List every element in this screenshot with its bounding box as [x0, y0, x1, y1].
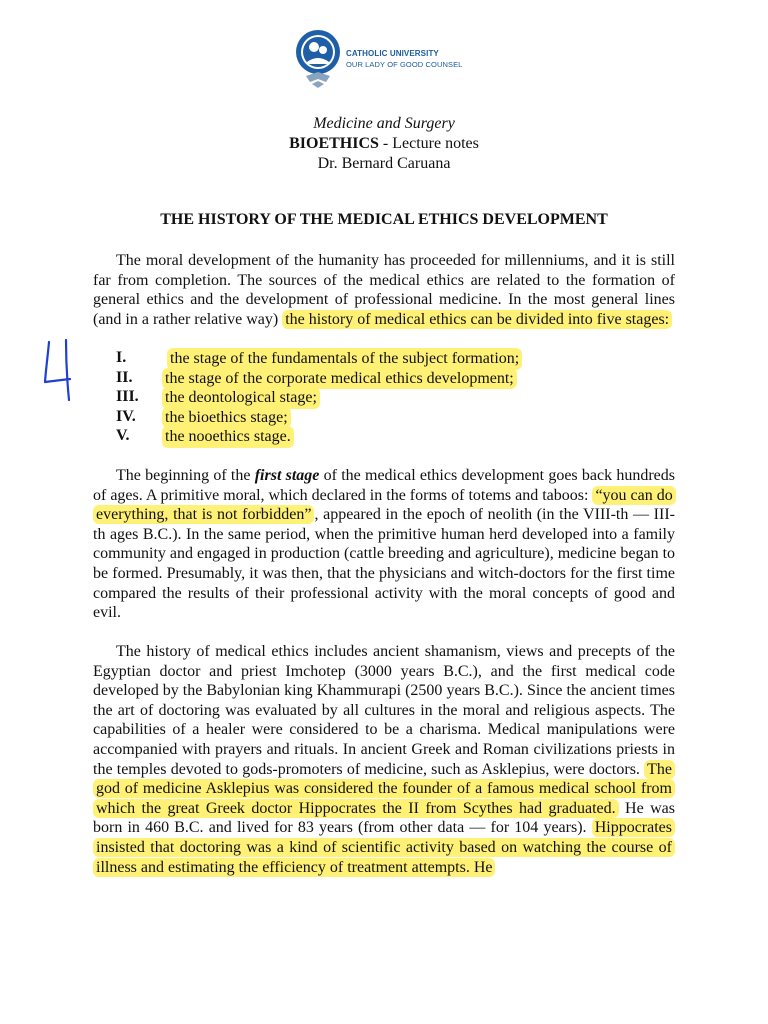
- highlighted-quote: “you can do everything, that is not forbidden”: [93, 486, 676, 525]
- paragraph-text: The history of medical ethics includes ancient shamanism, views and precepts of the Egyptian doctor and priest Imchotep (3000 years B.C.), and the first medical code developed by the Babylonian king Khammurapi (2500 years B.C.). Since the ancient times the art of doctoring was evaluated by all cultures in the moral and religious aspects. The capabilities of a healer were considered to be a charisma. Medical manipulations were accompanied with prayers and rituals. In ancient Greek and Roman civilizations priests in the temples devoted to gods-promoters of medicine, such as Asklepius, were doctors.: [93, 643, 675, 778]
- logo-line-2: OUR LADY OF GOOD COUNSEL: [346, 60, 463, 69]
- highlighted-text: the history of medical ethics can be divided into five stages:: [282, 310, 672, 329]
- lecturer-name: Dr. Bernard Caruana: [317, 155, 451, 172]
- stage-item: [116, 368, 616, 388]
- university-emblem-icon: [292, 28, 348, 92]
- stage-text: the bioethics stage;: [162, 407, 291, 429]
- stage-item: [116, 407, 616, 427]
- stage-text: the stage of the corporate medical ethics development;: [162, 368, 517, 390]
- stage-text: the stage of the fundamentals of the subject formation;: [167, 348, 522, 370]
- intro-paragraph: [93, 251, 675, 329]
- paragraph-text: of the medical ethics development goes back hundreds of ages. A primitive moral, which declared in the forms of totems and taboos:: [93, 467, 675, 504]
- course-name: Medicine and Surgery: [313, 115, 455, 132]
- handwritten-number-four: [40, 338, 82, 404]
- paragraph-text: , appeared in the epoch of neolith (in the VIII-th — III-th ages B.C.). In the same period, when the primitive human herd developed into a family community and engaged in production (cattle breeding and agriculture), medicine began to be formed. Presumably, it was then, that the physicians and witch-doctors for the first time compared the results of their professional activity with the moral concepts of good and evil.: [93, 506, 676, 622]
- logo-line-1: CATHOLIC UNIVERSITY: [346, 49, 439, 58]
- first-stage-paragraph: [93, 466, 675, 623]
- document-title: THE HISTORY OF THE MEDICAL ETHICS DEVELOPMENT: [160, 211, 608, 228]
- stage-item: [116, 426, 616, 446]
- stage-number: III.: [116, 388, 139, 406]
- stage-number: II.: [116, 368, 133, 386]
- stage-number: V.: [116, 427, 130, 445]
- stage-text: the nooethics stage.: [162, 426, 294, 448]
- emphasized-term: first stage: [254, 467, 320, 484]
- stage-text: the deontological stage;: [162, 387, 320, 409]
- stages-list: [116, 348, 616, 446]
- paragraph-text: He was born in 460 B.C. and lived for 83 years (from other data — for 104 years).: [93, 799, 675, 837]
- history-paragraph: [93, 642, 675, 877]
- stage-item: [116, 348, 616, 368]
- paragraph-text: The beginning of the: [116, 467, 255, 484]
- university-logo: [292, 28, 482, 92]
- subject-name: BIOETHICS: [289, 135, 379, 152]
- stage-number: I.: [116, 349, 127, 366]
- intro-text: The moral development of the humanity has proceeded for millenniums, and it is still far from completion. The sources of the medical ethics are related to the formation of general ethics and the development of professional medicine. In the most general lines (and in a rather relative way): [93, 252, 675, 328]
- highlighted-text: The god of medicine Asklepius was considered the founder of a famous medical school from which the great Greek doctor Hippocrates the II from Scythes had graduated.: [93, 760, 675, 818]
- subject-line: [0, 134, 768, 154]
- subject-suffix: - Lecture notes: [378, 135, 479, 152]
- stage-item: [116, 387, 616, 407]
- stage-number: IV.: [116, 407, 136, 425]
- highlighted-text: Hippocrates insisted that doctoring was a kind of scientific activity based on watching the course of illness and estimating the efficiency of treatment attempts. He: [93, 818, 675, 876]
